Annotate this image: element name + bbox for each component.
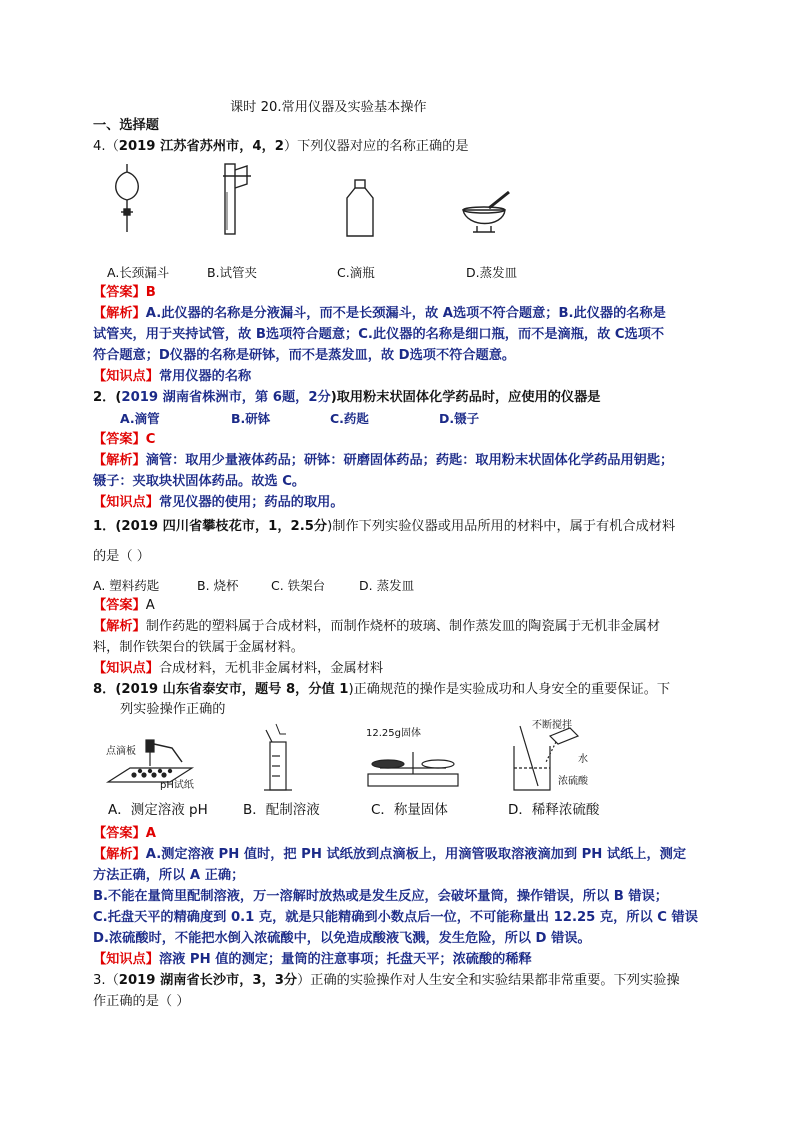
- q1-analysis-line-1: 【解析】制作药匙的塑料属于合成材料，而制作烧杯的玻璃、制作蒸发皿的陶瓷属于无机非金属材: [93, 619, 661, 634]
- q4-option-b: B.试管夹: [207, 265, 258, 280]
- q8-option-d: D．稀释浓硫酸: [508, 802, 600, 818]
- question-8-line-2: 列实验操作正确的: [120, 702, 226, 717]
- q4-knowledge-point: 【知识点】常用仪器的名称: [93, 369, 252, 384]
- q8-answer: 【答案】A: [93, 826, 156, 841]
- ph-test-figure: [106, 740, 194, 791]
- svg-text:水: 水: [578, 754, 588, 765]
- q2-option-c: C.药匙: [330, 411, 369, 426]
- section-heading: 一、选择题: [93, 118, 159, 133]
- q2-analysis-line-2: 镊子：夹取块状固体药品。故选 C。: [93, 474, 306, 489]
- q8-knowledge-point: 【知识点】溶液 PH 值的测定；量筒的注意事项；托盘天平；浓硫酸的稀释: [93, 952, 532, 967]
- narrow-mouth-bottle-figure: [347, 180, 373, 236]
- q8-option-a: A．测定溶液 pH: [108, 802, 208, 818]
- svg-text:点滴板: 点滴板: [106, 746, 136, 757]
- q4-analysis-line-3: 符合题意；D仪器的名称是研钵，而不是蒸发皿，故 D选项不符合题意。: [93, 348, 516, 363]
- q1-analysis-line-2: 料，制作铁架台的铁属于金属材料。: [93, 640, 304, 655]
- question-3-line-2: 作正确的是（ ）: [93, 994, 190, 1009]
- lesson-title: 课时 20.常用仪器及实验基本操作: [230, 100, 427, 115]
- q1-option-a: A. 塑料药匙: [93, 578, 160, 593]
- mortar-pestle-figure: [463, 192, 509, 232]
- q4-analysis-line-1: 【解析】A.此仪器的名称是分液漏斗，而不是长颈漏斗，故 A选项不符合题意；B.此仪器的名称是: [93, 306, 666, 321]
- graduated-cylinder-figure: [264, 724, 292, 790]
- question-4: 4.（2019 江苏省苏州市，4，2）下列仪器对应的名称正确的是: [93, 139, 469, 154]
- q8-option-b: B．配制溶液: [243, 802, 320, 818]
- q1-option-b: B. 烧杯: [197, 578, 239, 593]
- q8-analysis-line-5: D.浓硫酸时，不能把水倒入浓硫酸中，以免造成酸液飞溅，发生危险，所以 D 错误。: [93, 931, 591, 946]
- q2-option-a: A.滴管: [120, 411, 160, 426]
- q8-analysis-line-2: 方法正确，所以 A 正确；: [93, 868, 245, 883]
- question-2: 2．(2019 湖南省株洲市，第 6题，2分)取用粉末状固体化学药品时，应使用的仪器是: [93, 390, 601, 405]
- q2-answer: 【答案】C: [93, 432, 156, 447]
- question-8: 8．(2019 山东省泰安市，题号 8，分值 1)正确规范的操作是实验成功和人身安全的重要保证。下: [93, 682, 671, 697]
- svg-text:pH试纸: pH试纸: [160, 780, 194, 791]
- svg-text:浓硫酸: 浓硫酸: [558, 776, 588, 787]
- q2-option-b: B.研钵: [231, 411, 271, 426]
- q8-analysis-line-4: C.托盘天平的精确度到 0.1 克，就是只能精确到小数点后一位，不可能称量出 12.25 克，所以 C 错误: [93, 910, 698, 925]
- q8-option-c: C．称量固体: [371, 802, 448, 818]
- question-1-line-2: 的是（ ）: [93, 549, 150, 564]
- q4-option-c: C.滴瓶: [337, 265, 375, 280]
- q4-instrument-figures: [105, 162, 525, 242]
- test-tube-holder-figure: [223, 164, 251, 234]
- q1-answer: 【答案】A: [93, 598, 155, 613]
- q8-analysis-line-1: 【解析】A.测定溶液 PH 值时，把 PH 试纸放到点滴板上，用滴管吸取溶液滴加到 PH 试纸上，测定: [93, 847, 687, 862]
- separatory-funnel-figure: [116, 164, 139, 232]
- svg-text:不断搅拌: 不断搅拌: [532, 720, 572, 731]
- q2-knowledge-point: 【知识点】常见仪器的使用；药品的取用。: [93, 495, 344, 510]
- q8-operation-figures: [100, 722, 620, 798]
- q4-answer: 【答案】B: [93, 285, 156, 300]
- q2-option-d: D.镊子: [439, 411, 480, 426]
- q1-knowledge-point: 【知识点】合成材料，无机非金属材料，金属材料: [93, 661, 384, 676]
- q8-analysis-line-3: B.不能在量筒里配制溶液，万一溶解时放热或是发生反应，会破坏量筒，操作错误，所以 B 错误；: [93, 889, 668, 904]
- balance-scale-figure: [366, 726, 458, 786]
- beaker-dilution-figure: [514, 718, 589, 790]
- q1-option-c: C. 铁架台: [271, 578, 326, 593]
- q1-option-d: D. 蒸发皿: [359, 578, 415, 593]
- q2-analysis-line-1: 【解析】滴管：取用少量液体药品；研钵：研磨固体药品；药匙：取用粉末状固体化学药品用钥匙；: [93, 453, 674, 468]
- question-1: 1．(2019 四川省攀枝花市，1，2.5分)制作下列实验仪器或用品所用的材料中，属于有机合成材料: [93, 519, 676, 534]
- svg-text:12.25g固体: 12.25g固体: [366, 728, 421, 739]
- q4-analysis-line-2: 试管夹，用于夹持试管，故 B选项符合题意；C.此仪器的名称是细口瓶，而不是滴瓶，故 C选项不: [93, 327, 665, 342]
- question-3: 3.（2019 湖南省长沙市，3，3分）正确的实验操作对人生安全和实验结果都非常重要。下列实验操: [93, 973, 680, 988]
- q4-option-a: A.长颈漏斗: [107, 265, 170, 280]
- q4-option-d: D.蒸发皿: [466, 265, 518, 280]
